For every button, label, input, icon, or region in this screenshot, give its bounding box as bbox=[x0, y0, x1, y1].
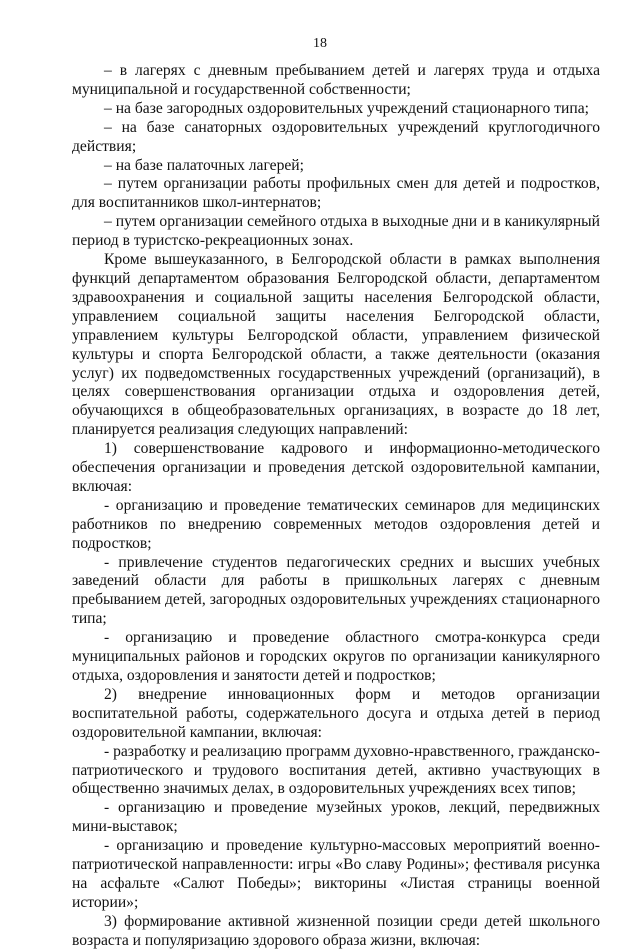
paragraph-list-item: – путем организации работы профильных смен для детей и подростков, для воспитанников школ-интернатов; bbox=[72, 175, 600, 212]
paragraph-list-item: - привлечение студентов педагогических средних и высших учебных заведений области для работы в пришкольных лагерях с дневным пребыванием детей, загородных оздоровительных учреждениях стационарного типа; bbox=[72, 553, 600, 628]
paragraph-list-item: – на базе загородных оздоровительных учреждений стационарного типа; bbox=[104, 99, 589, 117]
paragraph-list-item: - организацию и проведение музейных уроков, лекций, передвижных мини-выставок; bbox=[72, 799, 600, 836]
paragraph-list-item: – в лагерях с дневным пребыванием детей и лагерях труда и отдыха муниципальной и государственной собственности; bbox=[72, 62, 600, 98]
paragraph-list-item: – на базе палаточных лагерей; bbox=[104, 156, 304, 174]
paragraph-list-item: - разработку и реализацию программ духовно-нравственного, гражданско-патриотического и трудового воспитания детей, активно участвующих в общественно значимых делах, в оздоровительных учреждениях всех типов; bbox=[72, 742, 600, 798]
paragraph-list-item: - организацию и проведение областного смотра-конкурса среди муниципальных районов и городских округов по организации каникулярного отдыха, оздоровления и занятости детей и подростков; bbox=[72, 629, 600, 684]
page-number: 18 bbox=[313, 36, 327, 51]
paragraph-direction-1: 1) совершенствование кадрового и информационно-методического обеспечения организации и проведения детской оздоровительной кампании, включая: bbox=[72, 440, 600, 495]
paragraph-main: Кроме вышеуказанного, в Белгородской области в рамках выполнения функций департаментом образования Белгородской области, департаментом здравоохранения и социальной защиты населения Белгородской области, управлением социальной защиты населения Белгородской области, управлением культуры Белгородской области, управлением физической культуры и спорта Белгородской области, а также деятельности (оказания услуг) их подведомственных государственных учреждений (организаций), в целях совершенствования организации отдыха и оздоровления детей, обучающихся в общеобразовательных организациях, в возрасте до 18 лет, планируется реализация следующих направлений: bbox=[72, 251, 600, 439]
paragraph-list-item: – на базе санаторных оздоровительных учреждений круглогодичного действия; bbox=[72, 118, 600, 155]
paragraph-list-item: - организацию и проведение тематических семинаров для медицинских работников по внедрению современных методов оздоровления детей и подростков; bbox=[72, 496, 600, 552]
paragraph-direction-2: 2) внедрение инновационных форм и методов организации воспитательной работы, содержательного досуга и отдыха детей в период оздоровительной кампании, включая: bbox=[72, 685, 600, 741]
document-body bbox=[72, 62, 600, 951]
paragraph-list-item: - организацию и проведение культурно-массовых мероприятий военно-патриотической направленности: игры «Во славу Родины»; фестиваля рисунка на асфальте «Салют Победы»; викторины «Листая страницы военной истории»; bbox=[72, 837, 600, 911]
paragraph-direction-3: 3) формирование активной жизненной позиции среди детей школьного возраста и популяризацию здорового образа жизни, включая: bbox=[72, 912, 600, 949]
paragraph-list-item: – путем организации семейного отдыха в выходные дни и в каникулярный период в туристско-рекреационных зонах. bbox=[72, 213, 600, 250]
